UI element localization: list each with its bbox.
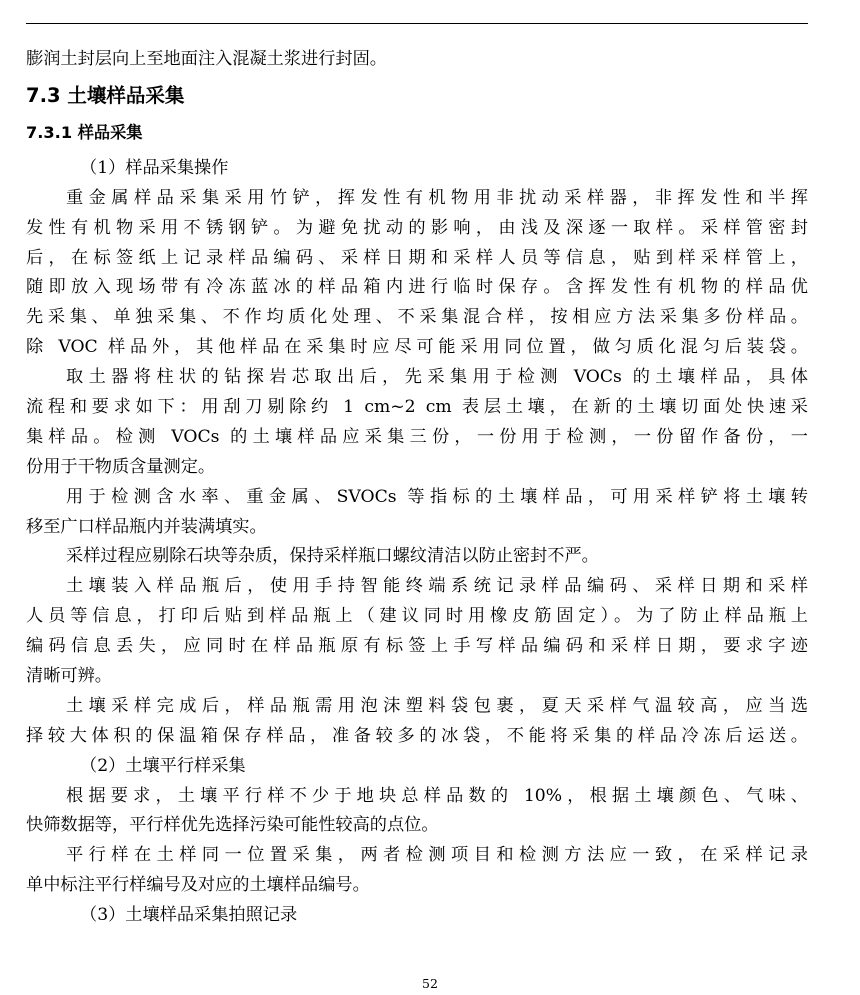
paragraph-line: 清晰可辨。 xyxy=(26,666,112,687)
page-number: 52 xyxy=(422,976,438,991)
paragraph-line: 重金属样品采集采用竹铲，挥发性有机物用非扰动采样器，非挥发性和半挥 xyxy=(66,187,808,208)
paragraph-line: 移至广口样品瓶内并装满填实。 xyxy=(26,516,267,537)
paragraph-line: 流程和要求如下：用刮刀剔除约 1 cm~2 cm 表层土壤，在新的土壤切面处快速采 xyxy=(26,397,808,418)
paragraph-line: 集样品。检测 VOCs 的土壤样品应采集三份，一份用于检测，一份留作备份，一 xyxy=(26,426,808,447)
paragraph-line: 择较大体积的保温箱保存样品，准备较多的冰袋，不能将采集的样品冷冻后运送。 xyxy=(26,725,808,746)
paragraph-line: 份用于干物质含量测定。 xyxy=(26,456,216,477)
paragraph-impurity-removal xyxy=(26,542,808,572)
paragraph-line: 土壤装入样品瓶后，使用手持智能终端系统记录样品编码、采样日期和采样 xyxy=(66,576,808,597)
item-heading-2: （2）土壤平行样采集 xyxy=(80,755,246,776)
paragraph-line: 土壤采样完成后，样品瓶需用泡沫塑料袋包裹，夏天采样气温较高，应当选 xyxy=(66,695,808,716)
item-heading-3: （3）土壤样品采集拍照记录 xyxy=(80,905,298,926)
paragraph-line: 先采集、单独采集、不作均质化处理、不采集混合样，按相应方法采集多份样品。 xyxy=(26,307,808,328)
page-body xyxy=(26,45,808,931)
paragraph-line: 编码信息丢失，应同时在样品瓶原有标签上手写样品编码和采样日期，要求字迹 xyxy=(26,636,808,657)
paragraph-vocs-sampling xyxy=(26,363,808,483)
paragraph-line: 发性有机物采用不锈钢铲。为避免扰动的影响，由浅及深逐一取样。采样管密封 xyxy=(26,217,808,238)
paragraph-line: 快筛数据等，平行样优先选择污染可能性较高的点位。 xyxy=(26,815,439,836)
paragraph-sampling-operation xyxy=(26,184,808,363)
paragraph-parallel-location xyxy=(26,841,808,901)
paragraph-labeling xyxy=(26,572,808,692)
paragraph-line: 人员等信息，打印后贴到样品瓶上（建议同时用橡皮筋固定）。为了防止样品瓶上 xyxy=(26,606,808,627)
item-heading-1: （1）样品采集操作 xyxy=(80,157,229,178)
paragraph-line: 后，在标签纸上记录样品编码、采样日期和采样人员等信息，贴到样采样管上， xyxy=(26,247,808,268)
paragraph-line: 除 VOC 样品外，其他样品在采集时应尽可能采用同位置，做匀质化混匀后装袋。 xyxy=(26,337,808,358)
paragraph-line: 根据要求，土壤平行样不少于地块总样品数的 10%，根据土壤颜色、气味、 xyxy=(66,785,808,806)
subsection-title: 7.3.1 样品采集 xyxy=(26,122,143,142)
continuation-line: 膨润土封层向上至地面注入混凝土浆进行封固。 xyxy=(26,49,387,69)
paragraph-parallel-requirement xyxy=(26,782,808,842)
paragraph-storage-transport xyxy=(26,692,808,752)
paragraph-line: 用于检测含水率、重金属、SVOCs 等指标的土壤样品，可用采样铲将土壤转 xyxy=(66,486,808,507)
header-rule xyxy=(26,23,808,24)
paragraph-line: 随即放入现场带有冷冻蓝冰的样品箱内进行临时保存。含挥发性有机物的样品优 xyxy=(26,277,808,298)
paragraph-line: 平行样在土样同一位置采集，两者检测项目和检测方法应一致，在采样记录 xyxy=(66,845,808,866)
paragraph-svocs-sampling xyxy=(26,483,808,543)
paragraph-line: 取土器将柱状的钻探岩芯取出后，先采集用于检测 VOCs 的土壤样品，具体 xyxy=(66,367,808,388)
paragraph-line: 单中标注平行样编号及对应的土壤样品编号。 xyxy=(26,875,370,896)
section-title: 7.3 土壤样品采集 xyxy=(26,83,185,107)
paragraph-line: 采样过程应剔除石块等杂质，保持采样瓶口螺纹清洁以防止密封不严。 xyxy=(66,546,599,567)
